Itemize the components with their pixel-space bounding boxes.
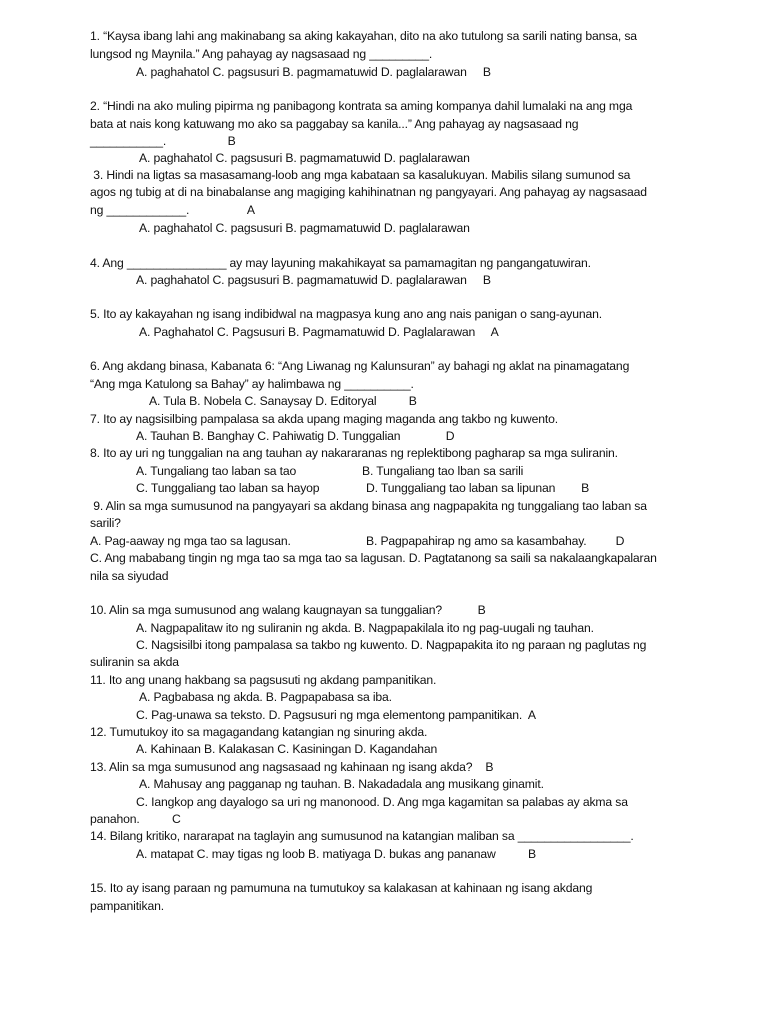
q12-choices: A. Kahinaan B. Kalakasan C. Kasiningan D. Kagandahan xyxy=(136,742,438,756)
q11-text: 11. Ito ang unang hakbang sa pagsusuti ng akdang pampanitikan. xyxy=(90,673,437,687)
q8-choice-c: C. Tunggaliang tao laban sa hayop xyxy=(136,481,320,495)
q13-text: 13. Alin sa mga sumusunod ang nagsasaad ng kahinaan ng isang akda? B xyxy=(90,760,494,774)
q6-text-line-1: 6. Ang akdang binasa, Kabanata 6: “Ang Liwanag ng Kalunsuran” ay bahagi ng aklat na pinamagatang xyxy=(90,359,630,373)
q8-choice-a: A. Tungaliang tao laban sa tao xyxy=(136,464,297,478)
q3-choices: A. paghahatol C. pagsusuri B. pagmamatuwid D. paglalarawan xyxy=(139,221,470,235)
q8-choice-b: B. Tungaliang tao lban sa sarili xyxy=(362,464,524,478)
q12-text: 12. Tumutukoy ito sa magagandang katangian ng sinuring akda. xyxy=(90,725,428,739)
q9-choice-a: A. Pag-aaway ng mga tao sa lagusan. xyxy=(90,534,291,548)
q10-text: 10. Alin sa mga sumusunod ang walang kaugnayan sa tunggalian? B xyxy=(90,603,486,617)
q10-choices-ab: A. Nagpapalitaw ito ng suliranin ng akda. B. Nagpapakilala ito ng pag-uugali ng tauhan. xyxy=(136,621,594,635)
q6-text-line-2: “Ang mga Katulong sa Bahay” ay halimbawa ng __________. xyxy=(90,377,414,391)
q10-choices-cd-cont: suliranin sa akda xyxy=(90,655,179,669)
q6-choices: A. Tula B. Nobela C. Sanaysay D. Editoryal B xyxy=(149,394,417,408)
q1-text-line-2: lungsod ng Maynila.” Ang pahayag ay nagsasaad ng _________. xyxy=(90,47,433,61)
q3-text-line-1: 3. Hindi na ligtas sa masasamang-loob ang mga kabataan sa kasalukuyan. Mabilis silang sumunod sa xyxy=(90,168,631,182)
q8-choice-d: D. Tunggaliang tao laban sa lipunan B xyxy=(366,481,590,495)
q4-text: 4. Ang _______________ ay may layuning makahikayat sa pamamagitan ng pangangatuwiran. xyxy=(90,256,591,270)
q15-text-line-2: pampanitikan. xyxy=(90,899,164,913)
q14-text: 14. Bilang kritiko, nararapat na taglayin ang sumusunod na katangian maliban sa _________________. xyxy=(90,829,634,843)
q14-choices: A. matapat C. may tigas ng loob B. matiyaga D. bukas ang pananaw B xyxy=(136,847,536,861)
q3-text-line-2: agos ng tubig at di na binabalanse ang magiging kahihinatnan ng pangyayari. Ang pahayag ay nagsasaad xyxy=(90,185,647,199)
q4-choices: A. paghahatol C. pagsusuri B. pagmamatuwid D. paglalarawan B xyxy=(136,273,491,287)
q9-choices-cd-cont: nila sa siyudad xyxy=(90,569,169,583)
q11-choices-ab: A. Pagbabasa ng akda. B. Pagpapabasa sa iba. xyxy=(139,690,392,704)
q2-text-line-3: ___________. B xyxy=(90,134,236,148)
q9-choice-b: B. Pagpapahirap ng amo sa kasambahay. D xyxy=(366,534,625,548)
q5-text: 5. Ito ay kakayahan ng isang indibidwal na magpasya kung ano ang nais panigan o sang-ayunan. xyxy=(90,307,602,321)
q2-text-line-2: bata at nais kong katuwang mo ako sa paggabay sa kanila...” Ang pahayag ay nagsasaad ng xyxy=(90,117,579,131)
q9-text-line-1: 9. Alin sa mga sumusunod na pangyayari sa akdang binasa ang nagpapakita ng tunggaliang tao laban sa xyxy=(90,499,647,513)
q9-choices-cd: C. Ang mababang tingin ng mga tao sa mga tao sa lagusan. D. Pagtatanong sa saili sa nakalaangkapalaran xyxy=(90,551,657,565)
q1-choices: A. paghahatol C. pagsusuri B. pagmamatuwid D. paglalarawan B xyxy=(136,65,491,79)
q1-text-line-1: 1. “Kaysa ibang lahi ang makinabang sa aking kakayahan, dito na ako tutulong sa sarili nating bansa, sa xyxy=(90,29,637,43)
q7-choices: A. Tauhan B. Banghay C. Pahiwatig D. Tunggalian D xyxy=(136,429,455,443)
q3-text-line-3: ng ____________. A xyxy=(90,203,255,217)
q2-choices: A. paghahatol C. pagsusuri B. pagmamatuwid D. paglalarawan xyxy=(139,151,470,165)
q13-choices-ab: A. Mahusay ang pagganap ng tauhan. B. Nakadadala ang musikang ginamit. xyxy=(139,777,544,791)
q10-choices-cd: C. Nagsisilbi itong pampalasa sa takbo ng kuwento. D. Nagpapakita ito ng paraan ng paglutas ng xyxy=(136,638,647,652)
q2-text-line-1: 2. “Hindi na ako muling pipirma ng panibagong kontrata sa aming kompanya dahil lumalaki na ang mga xyxy=(90,99,633,113)
q15-text-line-1: 15. Ito ay isang paraan ng pamumuna na tumutukoy sa kalakasan at kahinaan ng isang akdang xyxy=(90,881,593,895)
q13-choices-cd: C. Iangkop ang dayalogo sa uri ng manonood. D. Ang mga kagamitan sa palabas ay akma sa xyxy=(136,795,628,809)
q5-choices: A. Paghahatol C. Pagsusuri B. Pagmamatuwid D. Paglalarawan A xyxy=(139,325,499,339)
q11-choices-cd: C. Pag-unawa sa teksto. D. Pagsusuri ng mga elementong pampanitikan. A xyxy=(136,708,536,722)
q13-choices-cd-cont: panahon. C xyxy=(90,812,181,826)
q8-text: 8. Ito ay uri ng tunggalian na ang tauhan ay nakararanas ng replektibong pagharap sa mga suliranin. xyxy=(90,446,618,460)
q9-text-line-2: sarili? xyxy=(90,516,121,530)
q7-text: 7. Ito ay nagsisilbing pampalasa sa akda upang maging maganda ang takbo ng kuwento. xyxy=(90,412,558,426)
